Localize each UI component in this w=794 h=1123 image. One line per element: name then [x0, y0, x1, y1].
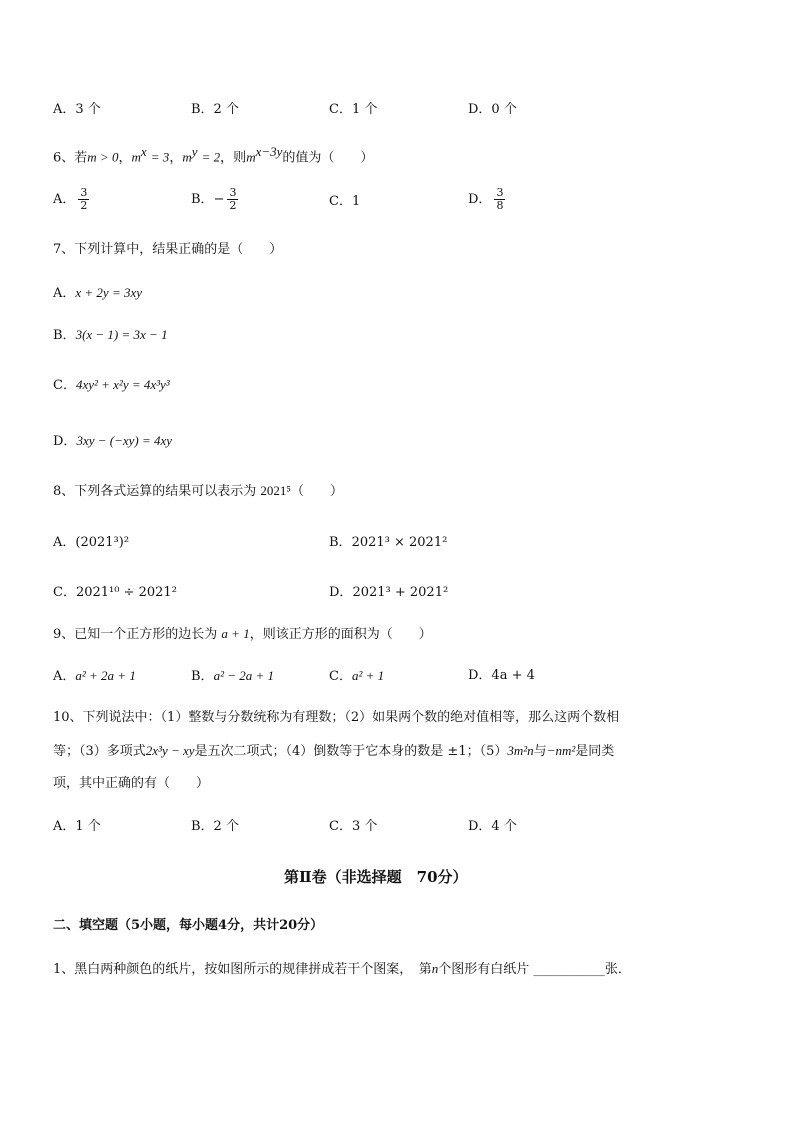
q6-d-numerator: 3	[496, 186, 504, 199]
q7-option-a	[53, 284, 142, 303]
q7-a-expr: x + 2y = 3xy	[75, 285, 143, 300]
q8-a-expr: (2021³)²	[75, 535, 130, 550]
q7-c-label: C．	[53, 378, 76, 393]
q10-expr2: 3m²n	[507, 743, 534, 758]
q10-line2-c: 与	[533, 744, 547, 759]
q5-option-a: A．3 个	[53, 102, 101, 117]
q6-stem-prefix: 6、若	[53, 150, 88, 166]
q8-stem-prefix: 8、下列各式运算的结果可以表示为	[53, 484, 257, 499]
q6-option-a-label: A．	[53, 192, 76, 207]
q10-option-b: B．2 个	[191, 819, 239, 834]
q8-c-expr: 2021¹⁰ ÷ 2021²	[75, 585, 177, 600]
q9-option-a	[53, 667, 136, 686]
q9-option-b	[191, 667, 274, 686]
q10-expr3: −nm²	[546, 743, 576, 758]
q8-option-d	[329, 584, 448, 602]
section2-heading: 二、填空题（5小题，每小题4分，共计20分）	[53, 918, 324, 933]
q6-option-b-label: B．	[191, 192, 214, 207]
q8-option-a	[53, 534, 129, 552]
q6-cond2-val: = 3	[150, 149, 170, 165]
q10-line2-b: 是五次二项式；（4）倒数等于它本身的数是 ±1；（5）	[194, 744, 508, 759]
q8-stem	[53, 482, 343, 501]
q6-a-numerator: 3	[80, 186, 88, 199]
q9-option-c	[329, 667, 384, 686]
fill-question-1	[53, 960, 631, 979]
q6-sep2: ，	[169, 150, 183, 166]
q6-stem	[53, 143, 373, 167]
q7-b-label: B．	[53, 328, 76, 343]
q9-a-expr: a² + 2a + 1	[75, 668, 136, 683]
q8-b-expr: 2021³ × 2021²	[351, 535, 448, 550]
q8-stem-expr: 2021⁵	[260, 483, 291, 498]
q9-c-expr: a² + 1	[351, 668, 385, 683]
q5-option-b: B．2 个	[191, 102, 239, 117]
q10-line3: 项，其中正确的有（ ）	[53, 776, 210, 791]
q8-b-label: B．	[329, 535, 352, 550]
q6-cond3-base: m	[182, 149, 192, 165]
q7-d-label: D．	[53, 434, 77, 449]
q8-d-label: D．	[329, 585, 353, 600]
fill1-var: n	[431, 961, 439, 976]
q6-stem-suffix: 的值为（ ）	[282, 150, 374, 166]
q6-b-sign: −	[213, 192, 225, 207]
q6-expr-base: m	[246, 149, 256, 165]
q6-cond2-sup: x	[140, 144, 147, 159]
q7-a-label: A．	[53, 286, 76, 301]
q9-option-d: D．4a + 4	[468, 668, 535, 683]
q10-option-d: D．4 个	[468, 819, 517, 834]
q6-option-d	[468, 186, 505, 214]
q6-b-denominator: 2	[229, 199, 237, 212]
q10-expr1: 2x³y − xy	[145, 743, 195, 758]
part2-title: 第Ⅱ卷（非选择题 70分）	[284, 868, 468, 886]
q6-cond1: m > 0	[87, 149, 119, 165]
q7-d-expr: 3xy − (−xy) = 4xy	[76, 433, 173, 448]
q10-line1: 10、下列说法中：（1）整数与分数统称为有理数；（2）如果两个数的绝对值相等，那么这两个数相	[53, 710, 620, 725]
q9-stem-suffix: ，则该正方形的面积为（ ）	[249, 627, 432, 642]
q7-option-d	[53, 432, 172, 451]
q6-option-b	[191, 186, 238, 214]
q10-line2-a: 等；（3）多项式	[53, 744, 146, 759]
q6-option-d-fraction	[494, 187, 505, 212]
q6-cond3-sup: y	[191, 144, 198, 159]
q9-c-label: C．	[329, 669, 352, 684]
q10-option-a: A．1 个	[53, 819, 101, 834]
q7-b-expr: 3(x − 1) = 3x − 1	[75, 327, 168, 342]
q9-stem-prefix: 9、已知一个正方形的边长为	[53, 627, 218, 642]
q10-option-c: C．3 个	[329, 819, 378, 834]
q8-stem-suffix: （ ）	[290, 484, 343, 499]
q6-cond3-val: = 2	[201, 149, 221, 165]
q10-line2	[53, 742, 614, 761]
q8-c-label: C．	[53, 585, 76, 600]
q7-stem: 7、下列计算中，结果正确的是（ ）	[53, 242, 283, 257]
q6-option-c: C．1	[329, 194, 361, 209]
q8-option-c	[53, 584, 177, 602]
q9-stem	[53, 625, 432, 644]
q10-line2-d: 是同类	[575, 744, 615, 759]
q8-option-b	[329, 534, 447, 552]
q6-d-denominator: 8	[496, 199, 504, 212]
q9-b-expr: a² − 2a + 1	[213, 668, 275, 683]
q9-stem-expr: a + 1	[221, 626, 250, 641]
q6-a-denominator: 2	[80, 199, 88, 212]
q5-option-c: C．1 个	[329, 102, 378, 117]
fill1-prefix: 1、黑白两种颜色的纸片，按如图所示的规律拼成若干个图案， 第	[53, 962, 432, 977]
q6-cond2-base: m	[131, 149, 141, 165]
q8-a-label: A．	[53, 535, 76, 550]
q8-d-expr: 2021³ + 2021²	[352, 585, 449, 600]
q6-expr-sup: x−3y	[255, 144, 283, 159]
q7-option-c	[53, 376, 170, 395]
q6-option-d-label: D．	[468, 192, 492, 207]
q5-option-d: D．0 个	[468, 102, 517, 117]
q7-c-expr: 4xy² + x²y = 4x³y³	[75, 377, 170, 392]
q6-b-numerator: 3	[229, 186, 237, 199]
q6-option-a-fraction	[78, 187, 89, 212]
q9-b-label: B．	[191, 669, 214, 684]
q7-option-b	[53, 326, 168, 345]
q6-sep1: ，	[118, 150, 132, 166]
q6-sep3: ，则	[220, 150, 247, 166]
q9-a-label: A．	[53, 669, 76, 684]
q6-option-a	[53, 186, 89, 214]
fill1-suffix: 个图形有白纸片 ___________张．	[438, 962, 631, 977]
q6-option-b-fraction	[227, 187, 238, 212]
